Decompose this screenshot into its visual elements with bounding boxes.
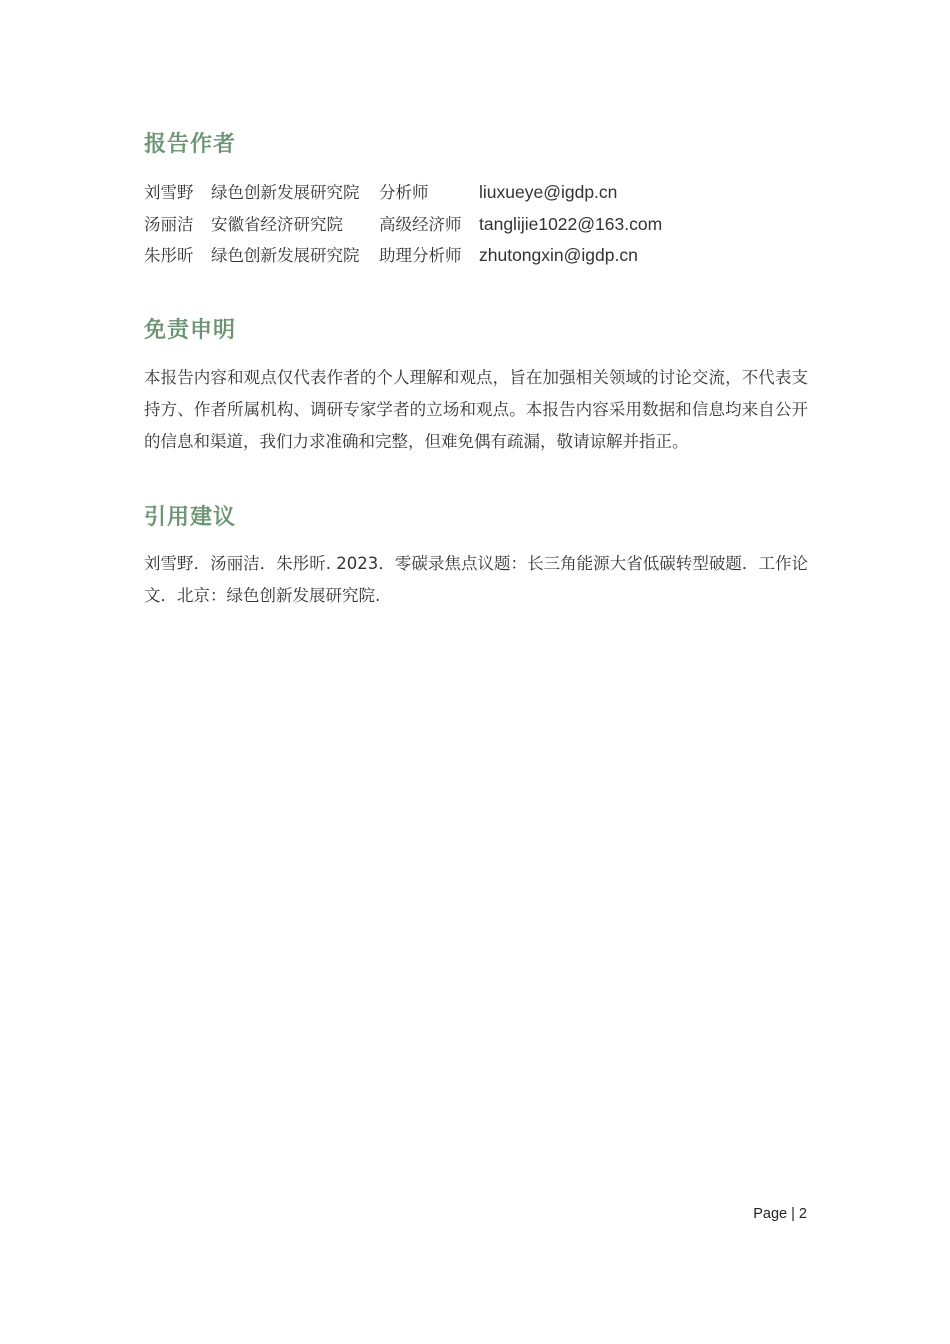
author-org: 绿色创新发展研究院 xyxy=(211,246,360,265)
disclaimer-text: 本报告内容和观点仅代表作者的个人理解和观点，旨在加强相关领域的讨论交流，不代表支持方、作者所属机构、调研专家学者的立场和观点。本报告内容采用数据和信息均来自公开的信息和渠道，我们力求准确和完整，但难免偶有疏漏，敬请谅解并指正。 xyxy=(144,368,808,451)
author-name: 刘雪野 xyxy=(144,183,194,202)
author-role: 高级经济师 xyxy=(379,214,462,234)
page-number: 2 xyxy=(798,1206,807,1222)
authors-heading: 报告作者 xyxy=(144,132,237,157)
author-org: 安徽省经济研究院 xyxy=(211,214,343,234)
author-name: 汤丽洁 xyxy=(144,214,194,234)
author-email: liuxueye@igdp.cn xyxy=(479,182,618,202)
author-row xyxy=(144,240,808,272)
author-email: tanglijie1022@163.com xyxy=(479,213,663,234)
author-role: 助理分析师 xyxy=(379,246,462,265)
author-role: 分析师 xyxy=(379,183,429,202)
author-org: 绿色创新发展研究院 xyxy=(211,183,360,202)
author-name: 朱彤昕 xyxy=(144,246,194,265)
page-footer xyxy=(753,1206,807,1222)
author-email: zhutongxin@igdp.cn xyxy=(479,245,638,265)
author-row xyxy=(144,209,808,241)
page-label: Page | xyxy=(753,1206,795,1222)
citation-text: 刘雪野．汤丽洁．朱彤昕. 2023．零碳录焦点议题：长三角能源大省低碳转型破题．工作论文．北京：绿色创新发展研究院. xyxy=(144,554,808,605)
authors-table xyxy=(144,177,808,272)
disclaimer-heading: 免责申明 xyxy=(144,318,237,343)
author-row xyxy=(144,177,808,209)
citation-heading: 引用建议 xyxy=(144,505,237,530)
